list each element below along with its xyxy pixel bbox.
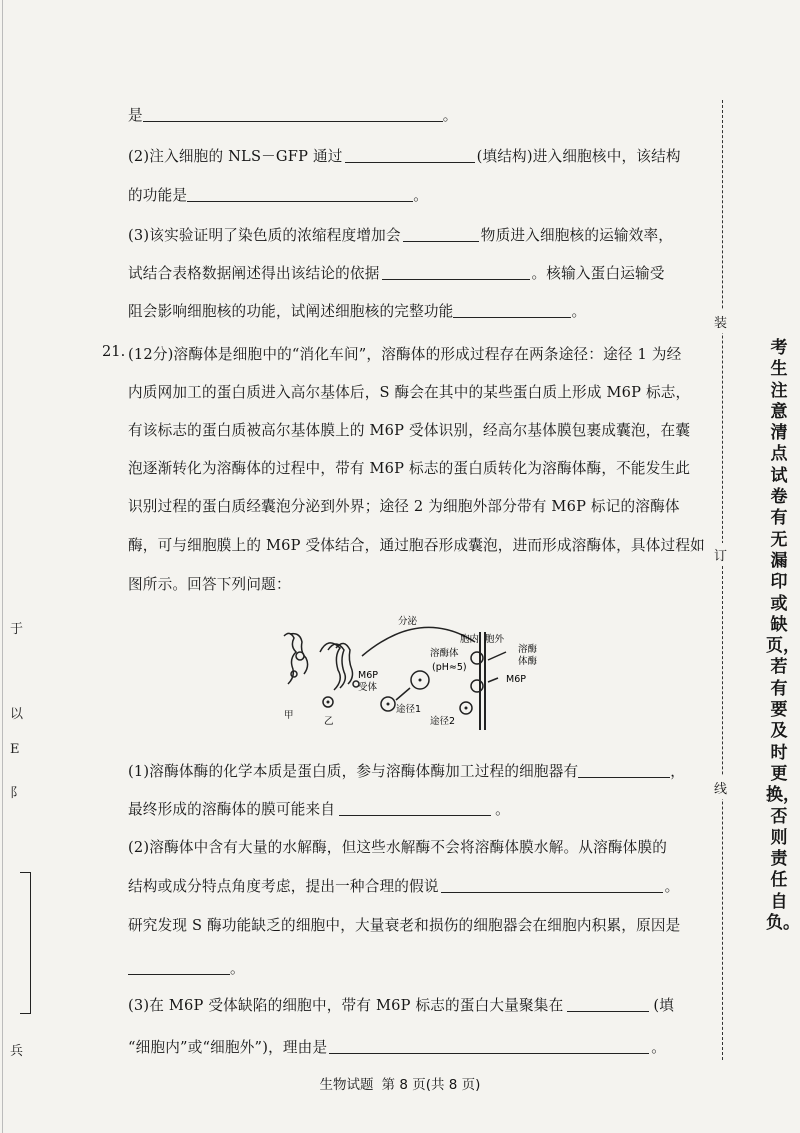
answer-blank[interactable]: [441, 891, 663, 893]
label-m6p-receptor: 受体: [358, 682, 378, 693]
sub-question-1-membrane-line: 最终形成的溶酶体的膜可能来自 。: [128, 801, 510, 818]
binding-dashed-line: [722, 100, 723, 1060]
label-path-1: 途径1: [396, 704, 422, 715]
question-2-function-line: 的功能是 。: [128, 187, 428, 204]
sub-question-2-reason-line: 研究发现 S 酶功能缺乏的细胞中，大量衰老和损伤的细胞器会在细胞内积累，原因是: [128, 917, 681, 934]
sub-question-2-answer-line: 。: [128, 957, 245, 978]
question-3-nucleus-line: 阻会影响细胞核的功能，试阐述细胞核的完整功能 。: [128, 303, 587, 320]
footer-subject: 生物试题: [319, 1077, 374, 1093]
question-3-line: (3)该实验证明了染色质的浓缩程度增加会 物质进入细胞核的运输效率，: [128, 227, 674, 244]
answer-blank[interactable]: [567, 1010, 649, 1012]
answer-blank[interactable]: [382, 278, 530, 280]
answer-blank[interactable]: [187, 200, 413, 202]
label-secrete: 分泌: [398, 616, 418, 627]
label-inside: 胞内: [460, 634, 480, 645]
label-m6p-receptor: M6P: [358, 670, 378, 681]
label-jia: 甲: [284, 710, 294, 721]
label-m6p: M6P: [506, 674, 526, 685]
binding-mark-xian: 线: [714, 776, 727, 799]
answer-blank[interactable]: [143, 120, 443, 122]
question-21-line: 识别过程的蛋白质经囊泡分泌到外界；途径 2 为细胞外部分带有 M6P 标记的溶酶体: [128, 498, 680, 515]
left-bracket: [20, 872, 31, 1014]
label-lysosome: 溶酶体: [430, 648, 459, 659]
left-fragment: 于: [10, 622, 24, 637]
page-footer: [0, 1073, 800, 1093]
page-edge: [2, 0, 3, 1133]
footer-page: 第 8 页(共 8 页): [381, 1077, 481, 1093]
binding-mark-ding: 订: [714, 543, 727, 566]
label-yi: 乙: [324, 716, 334, 727]
left-fragment: 以: [10, 707, 24, 722]
question-21-line: 有该标志的蛋白质被高尔基体膜上的 M6P 受体识别，经高尔基体膜包裹成囊泡，在囊: [128, 422, 691, 439]
label-ph: (pH≈5): [432, 662, 467, 673]
left-fragment: 兵: [10, 1044, 24, 1059]
question-3-basis-line: 试结合表格数据阐述得出该结论的依据 。核输入蛋白运输受: [128, 265, 665, 282]
binding-mark-zhuang: 装: [714, 310, 727, 333]
question-21-line: 内质网加工的蛋白质进入高尔基体后，S 酶会在其中的某些蛋白质上形成 M6P 标志，: [128, 384, 691, 401]
question-21-number: 21.: [102, 343, 126, 360]
answer-blank[interactable]: [128, 973, 230, 975]
answer-blank[interactable]: [578, 776, 670, 778]
label-outside: 胞外: [485, 634, 505, 645]
label-path-2: 途径2: [430, 716, 456, 727]
answer-line-1: 是 。: [128, 107, 458, 124]
question-21-line: 酶，可与细胞膜上的 M6P 受体结合，通过胞吞形成囊泡，进而形成溶酶体，具体过程如: [128, 537, 705, 554]
sub-question-2-hypothesis-line: 结构或成分特点角度考虑，提出一种合理的假说 。: [128, 878, 680, 895]
sub-question-2-line: (2)溶酶体中含有大量的水解酶，但这些水解酶不会将溶酶体膜水解。从溶酶体膜的: [128, 839, 668, 856]
answer-blank[interactable]: [403, 240, 479, 242]
exam-notice: 考生注意清点试卷有无漏印或缺页，若有要及时更换，否则责任自负。: [766, 338, 800, 934]
label-enzyme: 溶酶: [518, 644, 538, 655]
answer-blank[interactable]: [345, 161, 475, 163]
sub-question-3-line: (3)在 M6P 受体缺陷的细胞中，带有 M6P 标志的蛋白大量聚集在 (填: [128, 997, 675, 1014]
left-fragment: 阝: [10, 786, 24, 801]
question-21-line: 泡逐渐转化为溶酶体的过程中，带有 M6P 标志的蛋白质转化为溶酶体酶，不能发生此: [128, 460, 691, 477]
sub-question-1-line: (1)溶酶体酶的化学本质是蛋白质，参与溶酶体酶加工过程的细胞器有 ，: [128, 763, 686, 780]
sub-question-3-reason-line: “细胞内”或“细胞外”)，理由是 。: [128, 1039, 667, 1056]
label-enzyme: 体酶: [518, 656, 538, 667]
question-21-line: 图所示。回答下列问题：: [128, 576, 291, 593]
golgi-structure: [320, 643, 340, 690]
question-2-line: (2)注入细胞的 NLS－GFP 通过 (填结构)进入细胞核中，该结构: [128, 148, 681, 165]
lysosome-pathway-figure: [270, 612, 570, 732]
answer-blank[interactable]: [329, 1052, 649, 1054]
answer-blank[interactable]: [339, 814, 491, 816]
left-fragment: E: [10, 742, 20, 757]
question-21-line: (12分)溶酶体是细胞中的“消化车间”，溶酶体的形成过程存在两条途径：途径 1 为经: [128, 346, 682, 363]
answer-blank[interactable]: [453, 316, 571, 318]
